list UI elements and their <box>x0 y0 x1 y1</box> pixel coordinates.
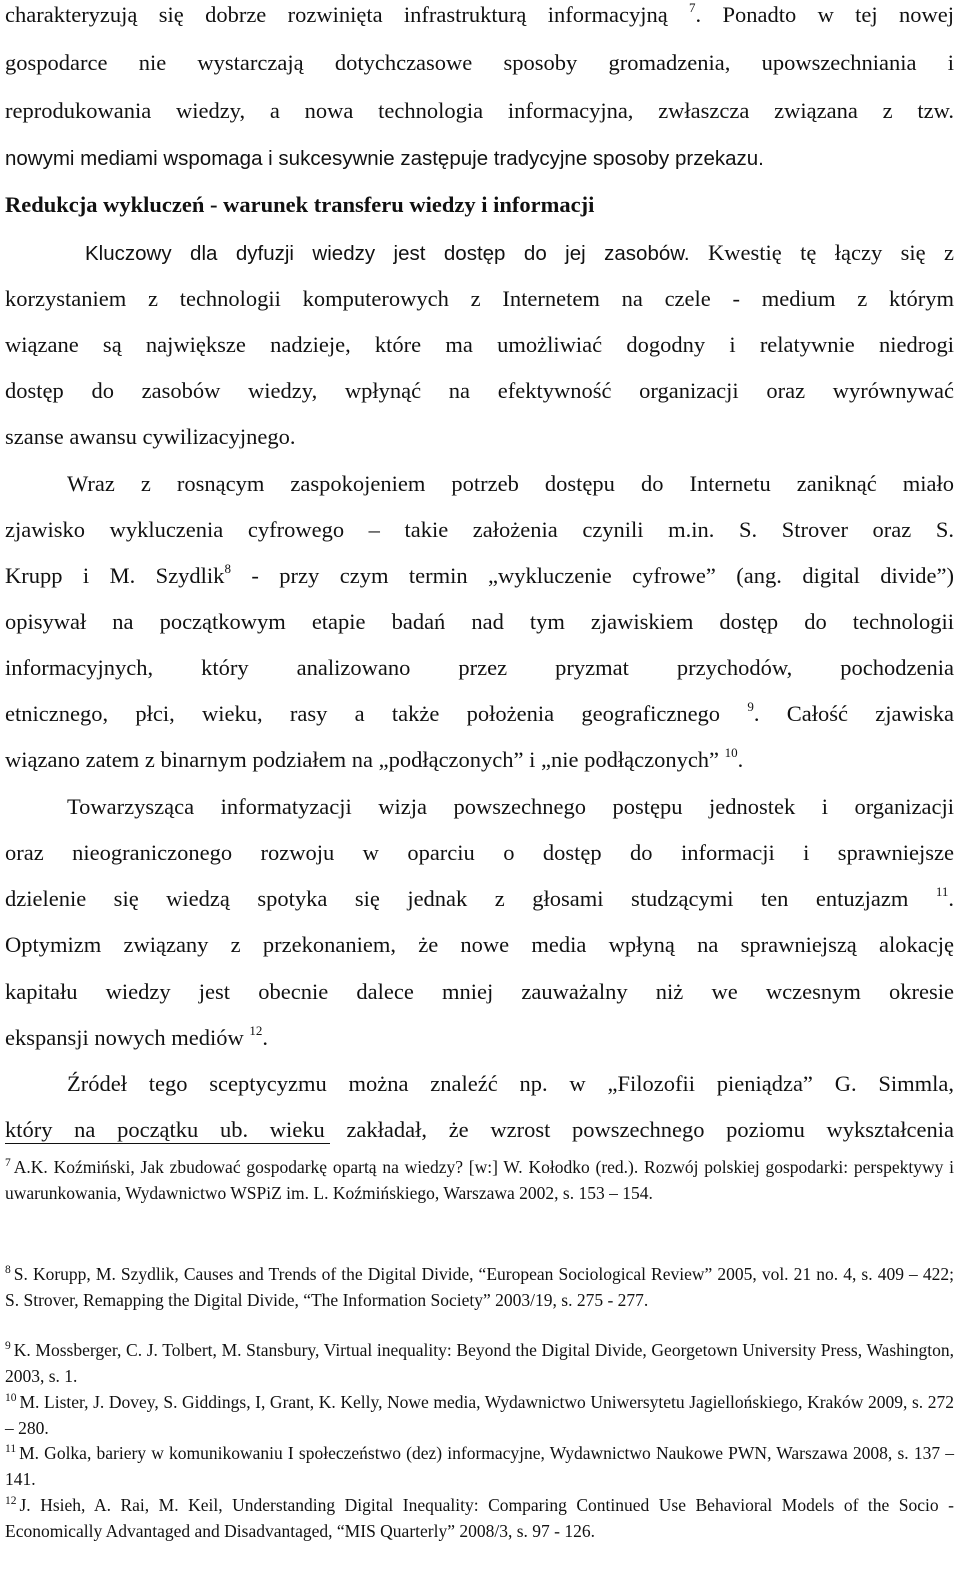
footnote-ref[interactable]: 12 <box>249 1022 263 1038</box>
body-line: korzystaniem z technologii komputerowych z Internetem na czele - medium z którym <box>5 286 954 311</box>
body-line: Towarzysząca informatyzacji wizja powszechnego postępu jednostek i organizacji <box>67 794 954 819</box>
section-heading: Redukcja wykluczeń - warunek transferu wiedzy i informacji <box>5 192 595 217</box>
text: charakteryzują się dobrze rozwinięta infrastrukturą informacyjną <box>5 2 690 27</box>
footnote-ref[interactable]: 8 <box>224 560 231 576</box>
footnote-text: A.K. Koźmiński, Jak zbudować gospodarkę opartą na wiedzy? [w:] W. Kołodko (red.). Rozwój polskiej gospodarki: perspektywy i uwarunkowania, Wydawnictwo WSPiZ im. L. Koźmińskiego, Warszawa 2002, s. 153 – 154. <box>5 1157 954 1203</box>
body-line: opisywał na początkowym etapie badań nad tym zjawiskiem dostęp do technologii <box>5 609 954 634</box>
body-line: który na początku ub. wieku zakładał, że wzrost powszechnego poziomu wykształcenia <box>5 1117 954 1142</box>
body-line <box>5 884 954 914</box>
footnote-number: 9 <box>5 1340 11 1353</box>
footnote-text: M. Golka, bariery w komunikowaniu I społeczeństwo (dez) informacyjne, Wydawnictwo Naukowe PWN, Warszawa 2008, s. 137 – 141. <box>5 1443 954 1489</box>
text: . <box>262 1025 268 1050</box>
footnote-number: 8 <box>5 1264 11 1277</box>
body-line: Wraz z rosnącym zaspokojeniem potrzeb dostępu do Internetu zaniknąć miało <box>67 471 954 496</box>
body-line <box>5 1023 954 1053</box>
text: Krupp i M. Szydlik <box>5 563 225 588</box>
text: . Całość zjawiska <box>753 701 954 726</box>
footnote-number: 7 <box>5 1157 11 1170</box>
footnote-ref[interactable]: 10 <box>724 744 738 760</box>
body-line: informacyjnych, który analizowano przez pryzmat przychodów, pochodzenia <box>5 655 954 680</box>
text: Kluczowy dla dyfuzji wiedzy jest dostęp do jej zasobów. <box>85 242 690 265</box>
body-line <box>5 0 954 30</box>
text: dzielenie się wiedzą spotyka się jednak z głosami studzącymi ten entuzjazm <box>5 886 936 911</box>
footnote-ref[interactable]: 11 <box>935 883 949 899</box>
body-line <box>5 745 954 775</box>
text: etnicznego, płci, wieku, rasy a także położenia geograficznego <box>5 701 748 726</box>
body-line: reprodukowania wiedzy, a nowa technologia informacyjna, zwłaszcza związana z tzw. <box>5 98 954 123</box>
text: . Ponadto w tej nowej <box>695 2 954 27</box>
footnote-ref[interactable]: 7 <box>689 0 696 15</box>
body-line <box>5 699 954 729</box>
text: . <box>737 747 744 772</box>
body-line: nowymi mediami wspomaga i sukcesywnie zastępuje tradycyjne sposoby przekazu. <box>5 147 764 170</box>
footnote <box>5 1338 954 1389</box>
body-line: wiązane są największe nadzieje, które ma umożliwiać dogodny i relatywnie niedrogi <box>5 332 954 357</box>
footnote-number: 10 <box>5 1392 17 1405</box>
footnote-ref[interactable]: 9 <box>747 698 754 714</box>
footnote <box>5 1493 954 1544</box>
text: ekspansji nowych mediów <box>5 1025 250 1050</box>
footnote-number: 12 <box>5 1495 17 1508</box>
body-line: dostęp do zasobów wiedzy, wpłynąć na efektywność organizacji oraz wyrównywać <box>5 378 954 403</box>
footnote <box>5 1262 954 1313</box>
body-line: gospodarce nie wystarczają dotychczasowe sposoby gromadzenia, upowszechniania i <box>5 50 954 75</box>
footnote-number: 11 <box>5 1443 17 1456</box>
text: . <box>948 886 954 911</box>
body-line <box>85 238 954 269</box>
body-line: oraz nieograniczonego rozwoju w oparciu o dostęp do informacji i sprawniejsze <box>5 840 954 865</box>
body-line <box>5 561 954 591</box>
footnote-separator <box>5 1143 330 1144</box>
footnote-text: J. Hsieh, A. Rai, M. Keil, Understanding Digital Inequality: Comparing Continued Use Behavioral Models of the Socio -Economically Advantaged and Disadvantaged, “MIS Quarterly” 2008/3, s. 97 - 126. <box>5 1495 954 1541</box>
body-line: Źródeł tego sceptycyzmu można znaleźć np. w „Filozofii pieniądza” G. Simmla, <box>67 1071 954 1096</box>
body-line: zjawisko wykluczenia cyfrowego – takie założenia czynili m.in. S. Strover oraz S. <box>5 517 954 542</box>
text: - przy czym termin „wykluczenie cyfrowe” (ang. digital divide”) <box>230 563 954 588</box>
footnote-text: M. Lister, J. Dovey, S. Giddings, I, Grant, K. Kelly, Nowe media, Wydawnictwo Uniwersytetu Jagiellońskiego, Kraków 2009, s. 272 – 280. <box>5 1392 954 1438</box>
footnote <box>5 1441 954 1492</box>
body-line: Optymizm związany z przekonaniem, że nowe media wpłyną na sprawniejszą alokację <box>5 932 954 957</box>
text: Kwestię tę łączy się z <box>689 240 954 265</box>
footnote <box>5 1390 954 1441</box>
text: wiązano zatem z binarnym podziałem na „podłączonych” i „nie podłączonych” <box>5 747 725 772</box>
footnote-text: K. Mossberger, C. J. Tolbert, M. Stansbury, Virtual inequality: Beyond the Digital Divide, Georgetown University Press, Washington, 2003, s. 1. <box>5 1340 954 1386</box>
body-line: kapitału wiedzy jest obecnie dalece mniej zauważalny niż we wczesnym okresie <box>5 979 954 1004</box>
body-line: szanse awansu cywilizacyjnego. <box>5 424 296 449</box>
footnote <box>5 1155 954 1206</box>
footnote-text: S. Korupp, M. Szydlik, Causes and Trends of the Digital Divide, “European Sociological Review” 2005, vol. 21 no. 4, s. 409 – 422; S. Strover, Remapping the Digital Divide, “The Information Society” 2003/19, s. 275 - 277. <box>5 1264 954 1310</box>
